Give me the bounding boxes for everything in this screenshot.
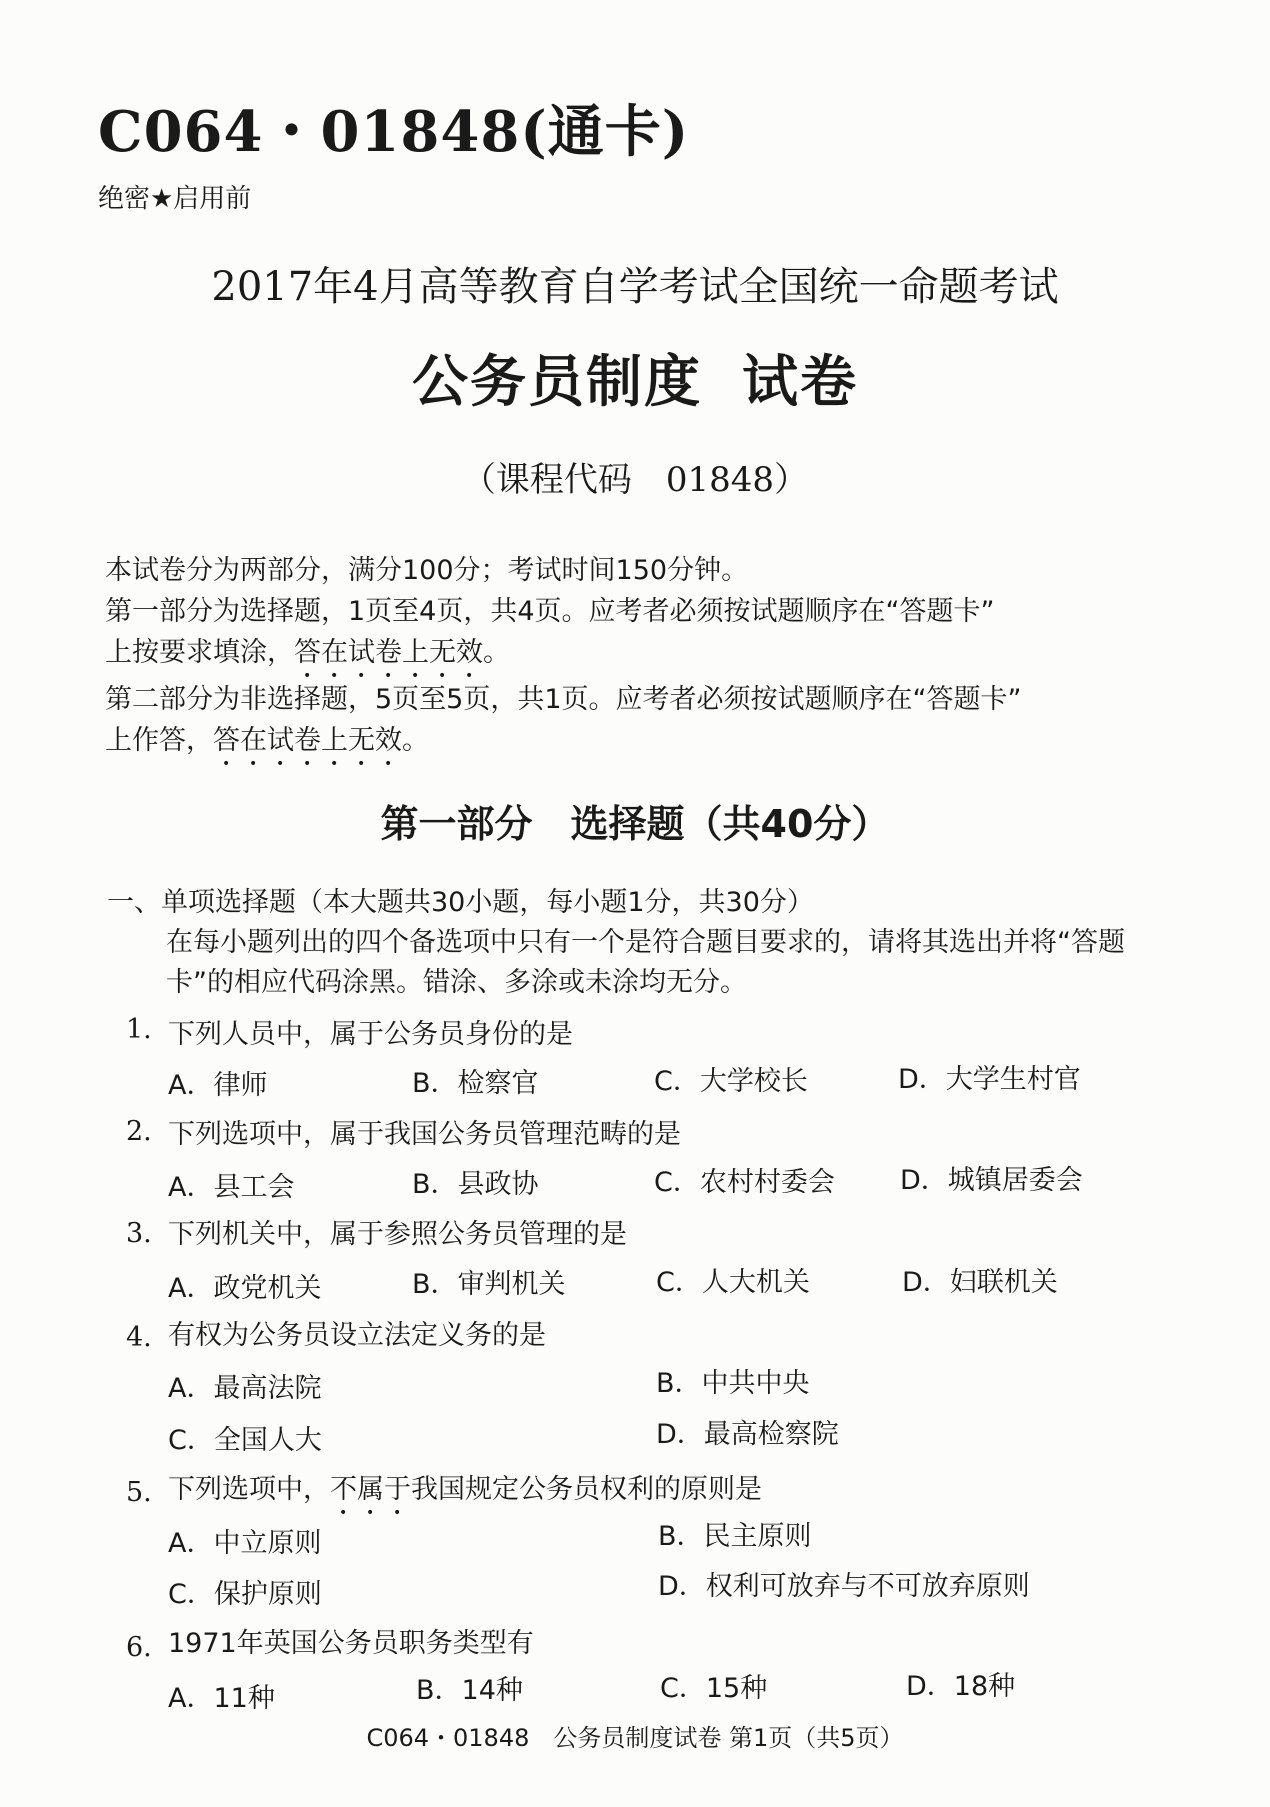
- option-c: C．保护原则: [168, 1579, 322, 1610]
- question-stem: 1971年英国公务员职务类型有: [168, 1628, 534, 1659]
- question-number: 6.: [126, 1632, 152, 1663]
- option-a: A．11种: [168, 1683, 275, 1714]
- instruction-emphasis: 答在试卷上无效: [294, 637, 483, 668]
- option-a: A．最高法院: [168, 1373, 322, 1404]
- instruction-line-4: 第二部分为非选择题，5页至5页，共1页。应考者必须按试题顺序在“答题卡”: [105, 684, 1022, 715]
- part-description-1: 在每小题列出的四个备选项中只有一个是符合题目要求的，请将其选出并将“答题: [166, 927, 1125, 958]
- option-d: D．18种: [906, 1671, 1016, 1702]
- option-b: B．中共中央: [656, 1368, 810, 1399]
- instruction-text: 。: [402, 725, 429, 756]
- paper-title-suffix: 试卷: [742, 350, 858, 415]
- option-c: C．大学校长: [654, 1066, 808, 1097]
- part-description-2: 卡”的相应代码涂黑。错涂、多涂或未涂均无分。: [166, 967, 747, 998]
- instruction-line-3: [105, 630, 510, 684]
- question-number: 1.: [126, 1014, 152, 1045]
- option-d: D．大学生村官: [898, 1064, 1081, 1095]
- option-b: B．县政协: [412, 1169, 539, 1200]
- instruction-text: 上按要求填涂，: [105, 637, 294, 668]
- question-stem: 下列选项中，属于我国公务员管理范畴的是: [168, 1119, 681, 1150]
- paper-code: C064・01848(通卡): [98, 99, 690, 165]
- option-b: B．审判机关: [412, 1269, 566, 1300]
- question-stem: 下列机关中，属于参照公务员管理的是: [168, 1219, 627, 1250]
- paper-title: [0, 338, 1270, 418]
- option-c: C．15种: [660, 1673, 768, 1704]
- question-stem-text: 我国规定公务员权利的原则是: [411, 1474, 762, 1505]
- instruction-text: 上作答，: [105, 725, 213, 756]
- section-title: 第一部分 选择题（共40分）: [380, 802, 890, 846]
- option-d: D．最高检察院: [656, 1419, 839, 1450]
- option-a: A．政党机关: [168, 1273, 322, 1304]
- question-stem-emphasis: 不属于: [330, 1474, 411, 1505]
- course-code: （课程代码 01848）: [461, 460, 809, 500]
- question-stem: [168, 1467, 762, 1521]
- question-number: 3.: [126, 1218, 152, 1249]
- option-a: A．律师: [168, 1070, 268, 1101]
- part-heading: 一、单项选择题（本大题共30小题，每小题1分，共30分）: [107, 887, 814, 918]
- question-number: 2.: [126, 1116, 152, 1147]
- option-d: D．城镇居委会: [900, 1165, 1083, 1196]
- question-stem: 有权为公务员设立法定义务的是: [168, 1320, 546, 1351]
- option-b: B．14种: [416, 1675, 523, 1706]
- exam-title: 2017年4月高等教育自学考试全国统一命题考试: [211, 264, 1059, 310]
- option-c: C．人大机关: [656, 1267, 810, 1298]
- instruction-line-1: 本试卷分为两部分，满分100分；考试时间150分钟。: [105, 555, 749, 586]
- option-b: B．民主原则: [658, 1521, 812, 1552]
- option-c: C．农村村委会: [654, 1167, 835, 1198]
- instruction-line-2: 第一部分为选择题，1页至4页，共4页。应考者必须按试题顺序在“答题卡”: [105, 596, 995, 627]
- page-footer: C064・01848 公务员制度试卷 第1页（共5页）: [366, 1724, 904, 1752]
- question-number: 4.: [126, 1322, 152, 1353]
- option-d: D．权利可放弃与不可放弃原则: [658, 1571, 1030, 1602]
- instruction-line-5: [105, 718, 429, 772]
- option-d: D．妇联机关: [902, 1267, 1058, 1298]
- option-c: C．全国人大: [168, 1425, 322, 1456]
- option-a: A．中立原则: [168, 1528, 322, 1559]
- option-b: B．检察官: [412, 1068, 539, 1099]
- option-a: A．县工会: [168, 1172, 295, 1203]
- question-stem: 下列人员中，属于公务员身份的是: [168, 1019, 573, 1050]
- instruction-emphasis: 答在试卷上无效: [213, 725, 402, 756]
- paper-title-main: 公务员制度: [412, 350, 702, 415]
- question-number: 5.: [126, 1477, 152, 1508]
- instruction-text: 。: [483, 637, 510, 668]
- question-stem-text: 下列选项中，: [168, 1474, 330, 1505]
- confidential-label: 绝密★启用前: [98, 184, 252, 214]
